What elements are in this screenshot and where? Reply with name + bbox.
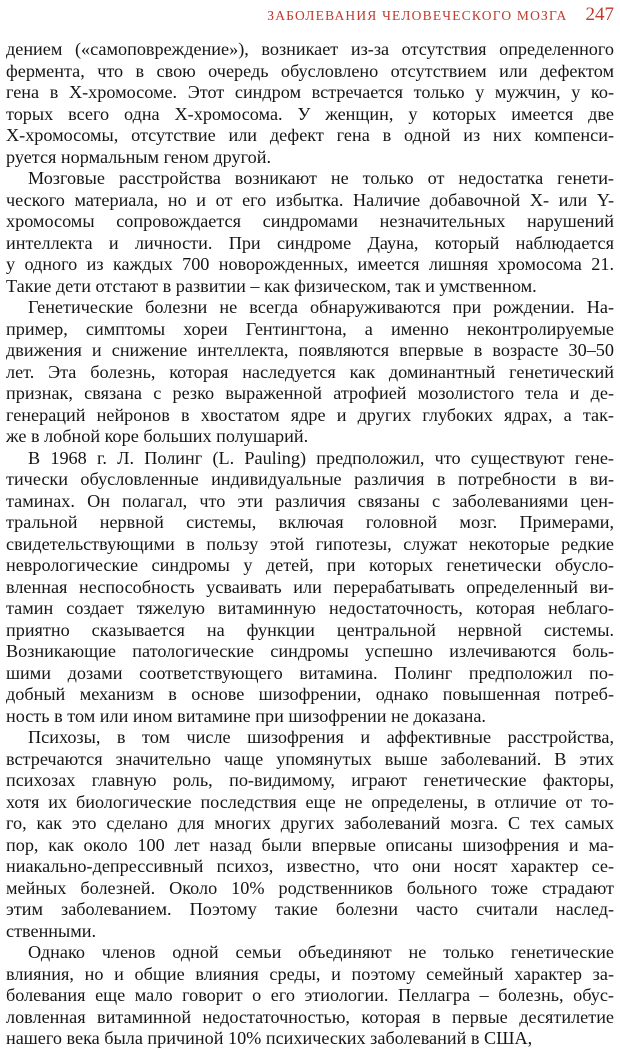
page-number: 247 [585, 4, 614, 25]
text-line: пример, симптомы хореи Гентингтона, а именно неконтролируемые [6, 318, 614, 339]
text-line: добный механизм в основе шизофрении, однако повышенная потреб- [6, 684, 614, 704]
text-line: психозах главную роль, по-видимому, играют генетические факторы, [6, 770, 614, 790]
text-line: ность в том или ином витамине при шизофрении не доказана. [6, 705, 486, 726]
text-line: же в лобной коре больших полушарий. [6, 426, 309, 446]
text-line: ственными. [6, 920, 97, 941]
text-line: ловленная витаминной недостаточностью, которая в первые десятилетие [6, 1006, 614, 1027]
paragraph [6, 942, 614, 1050]
text-line: болевания еще мало говорит о его этиологии. Пеллагра – болезнь, обус- [6, 985, 614, 1005]
text-line: пор, как около 100 лет назад были впервые описаны шизофрения и ма- [6, 834, 614, 855]
paragraph [6, 39, 614, 168]
text-line: X-хромосомы, отсутствие или дефект гена в одной из них компенси- [6, 125, 614, 145]
text-line: лет. Эта болезнь, которая наследуется как доминантный генетический [6, 361, 614, 382]
text-line: тически обусловленные индивидуальные различия в потребности в ви- [6, 469, 614, 489]
text-line: шими дозами соответствующего витамина. Полинг предположил по- [6, 662, 614, 683]
text-line: признак, связана с резко выраженной атрофией мозолистого тела и де- [6, 383, 614, 403]
text-line: нашего века была причиной 10% психических заболеваний в США, [6, 1028, 533, 1048]
text-line: хотя их биологические последствия еще не определены, в отличие от то- [6, 791, 614, 812]
text-line: Такие дети отстают в развитии – как физическом, так и умственном. [6, 275, 537, 296]
text-line: таминах. Он полагал, что эти различия связаны с заболеваниями цен- [6, 490, 614, 511]
text-line: руется нормальным геном другой. [6, 146, 271, 167]
text-line: Генетические болезни не всегда обнаруживаются при рождении. На- [28, 297, 614, 317]
text-line: интеллекта и личности. При синдроме Дауна, который наблюдается [6, 232, 614, 253]
text-line: неврологические синдромы у детей, при которых генетически обусло- [6, 555, 614, 575]
paragraph [6, 168, 614, 297]
running-title: ЗАБОЛЕВАНИЯ ЧЕЛОВЕЧЕСКОГО МОЗГА [267, 8, 568, 23]
paragraph [6, 448, 614, 728]
text-line: свидетельствующими в пользу этой гипотезы, служат некоторые редкие [6, 533, 614, 554]
text-line: В 1968 г. Л. Полинг (L. Pauling) предположил, что существуют гене- [28, 447, 614, 468]
paragraph [6, 297, 614, 448]
text-line: Однако членов одной семьи объединяют не только генетические [28, 942, 614, 962]
text-line: го, как это сделано для многих других заболеваний мозга. С тех самых [6, 813, 614, 833]
running-header [0, 4, 614, 28]
text-line: ниакально-депрессивный психоз, известно, что они носят характер се- [6, 856, 614, 876]
text-line: дением («самоповреждение»), возникает из-за отсутствия определенного [6, 39, 614, 59]
text-line: у одного из каждых 700 новорожденных, имеется лишняя хромосома 21. [6, 254, 614, 274]
text-line: тральной нервной системы, включая головной мозг. Примерами, [6, 512, 614, 532]
text-line: фермента, что в свою очередь обусловлено отсутствием или дефектом [6, 60, 614, 81]
text-line: Мозговые расстройства возникают не только от недостатка генети- [28, 168, 614, 188]
text-line: торых всего одна X-хромосома. У женщин, у которых имеется две [6, 103, 614, 124]
text-line: этим заболеванием. Поэтому такие болезни часто считали наслед- [6, 899, 614, 919]
text-line: приятно сказывается на функции центральной нервной системы. [6, 619, 614, 640]
text-line: гена в X-хромосоме. Этот синдром встречается только у мужчин, у ко- [6, 82, 614, 102]
text-line: генераций нейронов в хвостатом ядре и других глубоких ядрах, а так- [6, 404, 614, 425]
text-line: встречаются значительно чаще упомянутых выше заболеваний. В этих [6, 748, 614, 769]
text-line: Возникающие патологические синдромы успешно излечиваются боль- [6, 641, 614, 661]
text-line: вленная неспособность усваивать или перерабатывать определенный ви- [6, 576, 614, 597]
text-line: хромосомы сопровождается синдромами незначительных нарушений [6, 211, 614, 231]
text-line: тамин создает тяжелую витаминную недостаточность, которая неблаго- [6, 598, 614, 618]
text-line: мейных болезней. Около 10% родственников больного тоже страдают [6, 877, 614, 898]
text-line: влияния, но и общие влияния среды, и поэтому семейный характер за- [6, 963, 614, 984]
text-line: движения и снижение интеллекта, появляются впервые в возрасте 30–50 [6, 340, 614, 360]
paragraph [6, 727, 614, 942]
body-text [6, 39, 614, 1050]
text-line: Психозы, в том числе шизофрения и аффективные расстройства, [28, 727, 614, 747]
text-line: ческого материала, но и от его избытка. Наличие добавочной X- или Y- [6, 189, 614, 210]
